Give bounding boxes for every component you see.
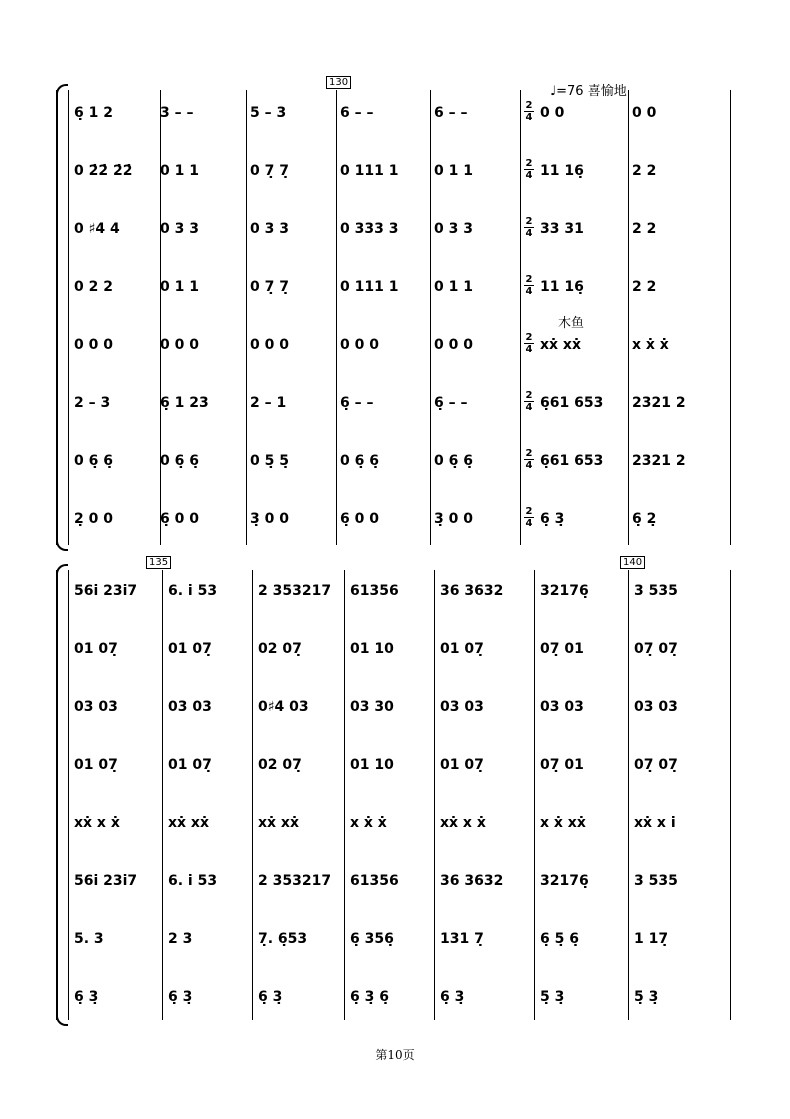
staff-row-part-7	[64, 922, 730, 962]
staff-row-part-4	[64, 270, 730, 310]
notation-text: 11 16̣	[540, 163, 584, 179]
time-signature: 2 4	[525, 506, 533, 529]
notation-text: 0 0	[540, 105, 565, 121]
notation-text: 6̣ 5̣ 6̣	[540, 931, 579, 947]
notation-text: 01 07̣	[440, 641, 484, 657]
staff-row-part-3	[64, 212, 730, 252]
time-signature: 2 4	[525, 158, 533, 181]
notation-text: 0 0 0	[434, 337, 473, 353]
notation-text: 2 2	[632, 163, 657, 179]
notation-text: 0 3 3	[434, 221, 473, 237]
notation-text: 0 0 0	[74, 337, 113, 353]
notation-text: 0 1 1	[160, 163, 199, 179]
notation-text: x ẋ ẋ	[350, 815, 387, 831]
notation-text: 3 535	[634, 583, 678, 599]
notation-text: 03 30	[350, 699, 394, 715]
staff-row-part-7	[64, 444, 730, 484]
notation-text: 1 17̣	[634, 931, 669, 947]
notation-text: 2̣ 0 0	[74, 511, 113, 527]
barline	[730, 570, 731, 1020]
notation-text: 6̣ 1 2	[74, 105, 113, 121]
notation-text: 2 3	[168, 931, 193, 947]
notation-text: 56i 23i7	[74, 873, 138, 889]
staff-row-part-6	[64, 864, 730, 904]
notation-text: 0 6̣ 6̣	[434, 453, 473, 469]
notation-text: 03 03	[634, 699, 678, 715]
notation-text: 6̣ 3̣	[540, 511, 565, 527]
notation-text: 02 07̣	[258, 641, 302, 657]
notation-text: 0 0	[632, 105, 657, 121]
notation-text: 6̣61 653	[540, 453, 604, 469]
notation-text: 33 31	[540, 221, 584, 237]
staff-row-part-6	[64, 386, 730, 426]
notation-text: 3̣ 0 0	[250, 511, 289, 527]
notation-text: 2 353217	[258, 873, 332, 889]
notation-text: 0 0 0	[250, 337, 289, 353]
notation-text: 6̣ 3̣	[258, 989, 283, 1005]
staff-row-part-4	[64, 748, 730, 788]
notation-text: 2 2	[632, 279, 657, 295]
notation-text: 07̣ 01	[540, 641, 584, 657]
notation-text: 32176̣	[540, 873, 589, 889]
notation-text: 0 6̣ 6̣	[340, 453, 379, 469]
tempo-marking: ♩=76 喜愉地	[550, 84, 627, 99]
notation-text: 6̣ 3̣	[440, 989, 465, 1005]
notation-text: 03 03	[440, 699, 484, 715]
notation-text: 11 16̣	[540, 279, 584, 295]
notation-text: 5. 3	[74, 931, 104, 947]
notation-text: 61356	[350, 583, 399, 599]
notation-text: xẋ xẋ	[258, 815, 299, 831]
notation-text: 56i 23i7	[74, 583, 138, 599]
time-signature: 2 4	[525, 274, 533, 297]
notation-text: 36 3632	[440, 583, 504, 599]
notation-text: 6̣61 653	[540, 395, 604, 411]
rehearsal-mark-130: 130	[326, 76, 351, 89]
notation-text: 5̣ 3̣	[634, 989, 659, 1005]
notation-text: 01 07̣	[74, 757, 118, 773]
notation-text: 6̣ 0 0	[160, 511, 199, 527]
staff-row-part-1	[64, 574, 730, 614]
notation-text: 6. i 53	[168, 873, 218, 889]
time-signature: 2 4	[525, 100, 533, 123]
notation-text: 2321 2	[632, 453, 686, 469]
notation-text: 07̣ 07̣	[634, 641, 678, 657]
notation-text: 0♯4 03	[258, 699, 309, 715]
notation-text: 6̣ 3̣	[168, 989, 193, 1005]
notation-text: 2 2	[632, 221, 657, 237]
notation-text: 0 2 2	[74, 279, 113, 295]
notation-text: 0 111 1	[340, 163, 399, 179]
notation-text: x ẋ xẋ	[540, 815, 586, 831]
staff-row-part-2	[64, 632, 730, 672]
staff-row-part-5	[64, 328, 730, 368]
notation-text: 01 07̣	[74, 641, 118, 657]
staff-row-part-1	[64, 96, 730, 136]
notation-text: 2 353217	[258, 583, 332, 599]
notation-text: 2 – 1	[250, 395, 287, 411]
staff-row-part-2	[64, 154, 730, 194]
notation-text: 0 3 3	[160, 221, 199, 237]
notation-text: xẋ x ẋ	[440, 815, 486, 831]
time-signature: 2 4	[525, 216, 533, 239]
notation-text: xẋ xẋ	[168, 815, 209, 831]
notation-text: 61356	[350, 873, 399, 889]
time-signature: 2 4	[525, 390, 533, 413]
staff-row-part-3	[64, 690, 730, 730]
notation-text: 0 1 1	[434, 163, 473, 179]
notation-text: 2321 2	[632, 395, 686, 411]
notation-text: 3̣ 0 0	[434, 511, 473, 527]
notation-text: 0 0 0	[340, 337, 379, 353]
time-signature: 2 4	[525, 332, 533, 355]
notation-text: 6̣ – –	[434, 395, 468, 411]
time-signature: 2 4	[525, 448, 533, 471]
notation-text: 01 10	[350, 757, 394, 773]
notation-text: 0 0 0	[160, 337, 199, 353]
notation-text: 03 03	[540, 699, 584, 715]
notation-text: 0 5̣ 5̣	[250, 453, 289, 469]
staff-row-part-8	[64, 980, 730, 1020]
notation-text: 6. i 53	[168, 583, 218, 599]
notation-text: 6̣ 3̣	[74, 989, 99, 1005]
notation-text: xẋ x i	[634, 815, 676, 831]
notation-text: 03 03	[168, 699, 212, 715]
notation-text: 0 333 3	[340, 221, 399, 237]
notation-text: 01 10	[350, 641, 394, 657]
notation-text: 0 111 1	[340, 279, 399, 295]
notation-text: 6̣ 356̣	[350, 931, 394, 947]
notation-text: xẋ x ẋ	[74, 815, 120, 831]
notation-text: 0 7̣ 7̣	[250, 163, 289, 179]
notation-text: 6̣ 2̣	[632, 511, 657, 527]
notation-text: 5 – 3	[250, 105, 287, 121]
notation-text: 01 07̣	[440, 757, 484, 773]
notation-text: 07̣ 07̣	[634, 757, 678, 773]
rehearsal-mark-140: 140	[620, 556, 645, 569]
instrument-note-muyu: 木鱼	[558, 316, 585, 331]
notation-text: 0 6̣ 6̣	[74, 453, 113, 469]
notation-text: 01 07̣	[168, 757, 212, 773]
notation-text: 0 7̣ 7̣	[250, 279, 289, 295]
notation-text: 32176̣	[540, 583, 589, 599]
notation-text: xẋ xẋ	[540, 337, 581, 353]
notation-text: 6 – –	[340, 105, 374, 121]
notation-text: 0 6̣ 6̣	[160, 453, 199, 469]
notation-text: 6̣ – –	[340, 395, 374, 411]
notation-text: 0 1 1	[434, 279, 473, 295]
page-footer: 第10页	[375, 1048, 415, 1062]
notation-text: 01 07̣	[168, 641, 212, 657]
notation-text: 3 535	[634, 873, 678, 889]
score-system-2	[64, 557, 730, 1020]
notation-text: 0 1 1	[160, 279, 199, 295]
notation-text: 02 07̣	[258, 757, 302, 773]
notation-text: 2 – 3	[74, 395, 111, 411]
notation-text: 03 03	[74, 699, 118, 715]
notation-text: 0 ♯4 4	[74, 221, 120, 237]
notation-text: 07̣ 01	[540, 757, 584, 773]
score-system-1	[64, 77, 730, 545]
notation-text: 36 3632	[440, 873, 504, 889]
notation-text: 6̣ 0 0	[340, 511, 379, 527]
notation-text: 0 2̇2̇ 2̇2̇	[74, 163, 133, 179]
rehearsal-mark-135: 135	[146, 556, 171, 569]
notation-text: 0 3 3	[250, 221, 289, 237]
notation-text: 6̣ 3̣ 6̣	[350, 989, 389, 1005]
notation-text: 6̣ 1 23	[160, 395, 209, 411]
staff-row-part-5	[64, 806, 730, 846]
notation-text: 7̣. 6̣53	[258, 931, 308, 947]
notation-text: 3 – –	[160, 105, 194, 121]
staff-row-part-8	[64, 502, 730, 542]
notation-text: x ẋ ẋ	[632, 337, 669, 353]
notation-text: 5̣ 3̣	[540, 989, 565, 1005]
notation-text: 6 – –	[434, 105, 468, 121]
barline	[730, 90, 731, 545]
notation-text: 131 7̣	[440, 931, 484, 947]
